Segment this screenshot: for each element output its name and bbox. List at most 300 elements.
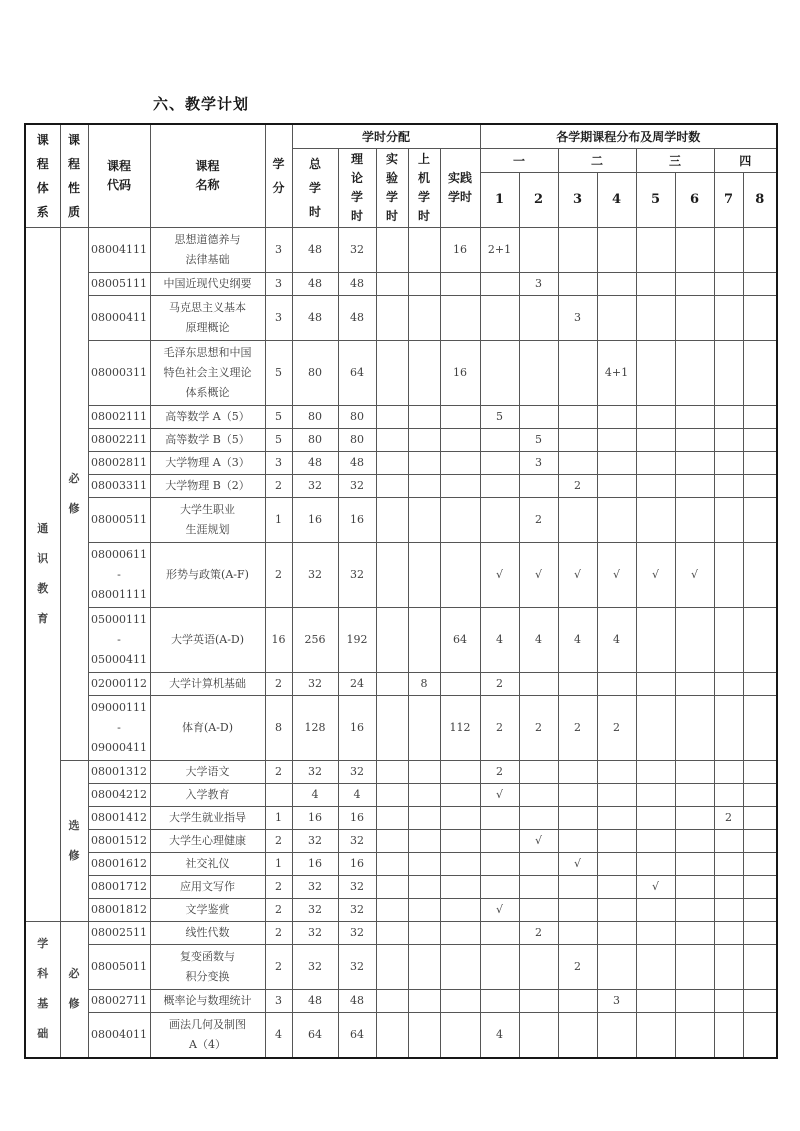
header-computer-hours [408, 148, 440, 227]
total-hours-cell: 32 [292, 760, 338, 783]
semester-hours-cell [743, 474, 777, 497]
semester-hours-cell [480, 474, 519, 497]
semester-hours-cell: 2 [714, 806, 743, 829]
practice-hours-cell [440, 295, 480, 340]
course-name-cell: 中国近现代史纲要 [150, 272, 265, 295]
semester-hours-cell [675, 760, 714, 783]
course-code-cell: 08000311 [88, 340, 150, 405]
semester-hours-cell: 3 [519, 272, 558, 295]
semester-hours-cell [636, 921, 675, 944]
semester-hours-cell [743, 405, 777, 428]
semester-hours-cell [675, 497, 714, 542]
credit-cell: 3 [265, 295, 292, 340]
semester-hours-cell: √ [519, 829, 558, 852]
practice-hours-cell: 16 [440, 227, 480, 272]
header-theory-hours-label: 理论学时 [350, 151, 363, 223]
total-hours-cell: 32 [292, 474, 338, 497]
semester-hours-cell [675, 806, 714, 829]
semester-hours-cell: √ [558, 542, 597, 607]
semester-hours-cell [714, 227, 743, 272]
header-course-system-label: 课程体系 [36, 132, 49, 219]
course-name-cell: 复变函数与 积分变换 [150, 944, 265, 989]
total-hours-cell: 32 [292, 898, 338, 921]
course-code-cell: 08000511 [88, 497, 150, 542]
header-theory-hours [338, 148, 376, 227]
semester-hours-cell [519, 806, 558, 829]
practice-hours-cell: 112 [440, 695, 480, 760]
course-code-cell: 08001312 [88, 760, 150, 783]
practice-hours-cell [440, 451, 480, 474]
theory-hours-cell: 48 [338, 272, 376, 295]
semester-hours-cell [743, 944, 777, 989]
semester-hours-cell [558, 921, 597, 944]
header-course-name [150, 124, 265, 227]
semester-hours-cell [480, 989, 519, 1012]
total-hours-cell: 48 [292, 451, 338, 474]
credit-cell: 5 [265, 340, 292, 405]
semester-hours-cell [636, 405, 675, 428]
theory-hours-cell: 32 [338, 875, 376, 898]
credit-cell: 2 [265, 898, 292, 921]
course-name-cell: 大学语文 [150, 760, 265, 783]
credit-cell: 16 [265, 607, 292, 672]
semester-hours-cell [597, 898, 636, 921]
semester-hours-cell [675, 989, 714, 1012]
theory-hours-cell: 32 [338, 760, 376, 783]
semester-hours-cell [714, 989, 743, 1012]
semester-hours-cell [519, 227, 558, 272]
computer-hours-cell [408, 428, 440, 451]
theory-hours-cell: 32 [338, 474, 376, 497]
experiment-hours-cell [376, 695, 408, 760]
semester-hours-cell [597, 921, 636, 944]
course-code-cell: 08001812 [88, 898, 150, 921]
semester-hours-cell [675, 829, 714, 852]
semester-hours-cell [519, 898, 558, 921]
semester-hours-cell: 2 [519, 921, 558, 944]
course-row [25, 783, 777, 806]
course-name-cell: 大学物理 B（2） [150, 474, 265, 497]
course-nature-cell-label: 必修 [68, 967, 80, 1010]
experiment-hours-cell [376, 760, 408, 783]
course-row [25, 898, 777, 921]
semester-hours-cell [743, 829, 777, 852]
semester-hours-cell: 5 [480, 405, 519, 428]
theory-hours-cell: 64 [338, 1012, 376, 1058]
header-year-3: 三 [636, 148, 714, 172]
semester-hours-cell [480, 428, 519, 451]
semester-hours-cell [743, 898, 777, 921]
semester-hours-cell [743, 607, 777, 672]
course-name-cell: 画法几何及制图 A（4） [150, 1012, 265, 1058]
course-name-cell: 大学生职业 生涯规划 [150, 497, 265, 542]
semester-hours-cell [675, 227, 714, 272]
semester-hours-cell: 4 [480, 1012, 519, 1058]
course-row [25, 272, 777, 295]
course-row [25, 695, 777, 760]
course-code-cell: 08002711 [88, 989, 150, 1012]
semester-hours-cell [714, 852, 743, 875]
semester-hours-cell: √ [480, 783, 519, 806]
semester-hours-cell [636, 227, 675, 272]
course-code-cell: 08002511 [88, 921, 150, 944]
experiment-hours-cell [376, 944, 408, 989]
total-hours-cell: 4 [292, 783, 338, 806]
course-code-cell: 08001612 [88, 852, 150, 875]
semester-hours-cell [597, 272, 636, 295]
semester-hours-cell [636, 852, 675, 875]
semester-hours-cell: √ [480, 542, 519, 607]
header-year-4: 四 [714, 148, 777, 172]
course-system-cell-label: 通识教育 [37, 522, 49, 625]
semester-hours-cell [714, 921, 743, 944]
semester-hours-cell [519, 989, 558, 1012]
credit-cell: 5 [265, 428, 292, 451]
semester-hours-cell [480, 451, 519, 474]
experiment-hours-cell [376, 474, 408, 497]
semester-hours-cell [714, 295, 743, 340]
theory-hours-cell: 48 [338, 989, 376, 1012]
semester-hours-cell [743, 451, 777, 474]
semester-hours-cell [597, 474, 636, 497]
header-semester-4: 4 [597, 172, 636, 227]
total-hours-cell: 48 [292, 272, 338, 295]
course-row [25, 989, 777, 1012]
theory-hours-cell: 24 [338, 672, 376, 695]
course-code-cell: 08004011 [88, 1012, 150, 1058]
semester-hours-cell [480, 806, 519, 829]
course-row [25, 829, 777, 852]
experiment-hours-cell [376, 295, 408, 340]
header-course-nature-label: 课程性质 [67, 132, 80, 219]
theory-hours-cell: 32 [338, 921, 376, 944]
semester-hours-cell [480, 944, 519, 989]
semester-hours-cell [480, 340, 519, 405]
course-row [25, 852, 777, 875]
practice-hours-cell [440, 1012, 480, 1058]
total-hours-cell: 16 [292, 497, 338, 542]
semester-hours-cell [675, 921, 714, 944]
semester-hours-cell [519, 295, 558, 340]
semester-hours-cell [714, 340, 743, 405]
credit-cell: 1 [265, 806, 292, 829]
experiment-hours-cell [376, 989, 408, 1012]
course-name-cell: 高等数学 B（5） [150, 428, 265, 451]
semester-hours-cell [675, 898, 714, 921]
semester-hours-cell: 2 [558, 474, 597, 497]
course-nature-cell [60, 227, 88, 760]
semester-hours-cell [675, 783, 714, 806]
experiment-hours-cell [376, 451, 408, 474]
semester-hours-cell: √ [675, 542, 714, 607]
computer-hours-cell [408, 760, 440, 783]
semester-hours-cell [597, 1012, 636, 1058]
course-code-cell: 08002111 [88, 405, 150, 428]
semester-hours-cell [597, 672, 636, 695]
course-name-cell: 高等数学 A（5） [150, 405, 265, 428]
semester-hours-cell: 4+1 [597, 340, 636, 405]
total-hours-cell: 256 [292, 607, 338, 672]
semester-hours-cell [743, 340, 777, 405]
experiment-hours-cell [376, 829, 408, 852]
credit-cell: 2 [265, 875, 292, 898]
computer-hours-cell [408, 989, 440, 1012]
semester-hours-cell: 2+1 [480, 227, 519, 272]
header-practice-hours [440, 148, 480, 227]
credit-cell: 2 [265, 829, 292, 852]
semester-hours-cell [558, 989, 597, 1012]
total-hours-cell: 80 [292, 428, 338, 451]
course-name-cell: 线性代数 [150, 921, 265, 944]
course-code-cell: 05000111 - 05000411 [88, 607, 150, 672]
course-code-cell: 08000411 [88, 295, 150, 340]
semester-hours-cell [675, 672, 714, 695]
semester-hours-cell [714, 695, 743, 760]
semester-hours-cell [519, 875, 558, 898]
course-code-cell: 08000611 - 08001111 [88, 542, 150, 607]
course-name-cell: 大学计算机基础 [150, 672, 265, 695]
semester-hours-cell: √ [636, 542, 675, 607]
experiment-hours-cell [376, 852, 408, 875]
course-code-cell: 08004111 [88, 227, 150, 272]
semester-hours-cell [597, 852, 636, 875]
computer-hours-cell [408, 1012, 440, 1058]
total-hours-cell: 32 [292, 921, 338, 944]
course-code-cell: 08002211 [88, 428, 150, 451]
practice-hours-cell [440, 272, 480, 295]
course-code-cell: 08005011 [88, 944, 150, 989]
course-code-cell: 08001412 [88, 806, 150, 829]
course-name-cell: 大学物理 A（3） [150, 451, 265, 474]
semester-hours-cell: 2 [519, 497, 558, 542]
header-semester-6: 6 [675, 172, 714, 227]
course-system-cell-label: 学科基础 [37, 937, 49, 1040]
theory-hours-cell: 16 [338, 806, 376, 829]
experiment-hours-cell [376, 340, 408, 405]
semester-hours-cell [636, 272, 675, 295]
semester-hours-cell [743, 875, 777, 898]
course-row [25, 428, 777, 451]
semester-hours-cell: √ [558, 852, 597, 875]
experiment-hours-cell [376, 497, 408, 542]
computer-hours-cell [408, 227, 440, 272]
practice-hours-cell [440, 944, 480, 989]
credit-cell: 2 [265, 921, 292, 944]
semester-hours-cell: 3 [558, 295, 597, 340]
theory-hours-cell: 48 [338, 451, 376, 474]
practice-hours-cell [440, 829, 480, 852]
practice-hours-cell [440, 989, 480, 1012]
theory-hours-cell: 80 [338, 405, 376, 428]
computer-hours-cell [408, 451, 440, 474]
semester-hours-cell [558, 451, 597, 474]
semester-hours-cell [558, 875, 597, 898]
computer-hours-cell: 8 [408, 672, 440, 695]
semester-hours-cell [743, 1012, 777, 1058]
practice-hours-cell: 16 [440, 340, 480, 405]
course-name-cell: 概率论与数理统计 [150, 989, 265, 1012]
semester-hours-cell [519, 405, 558, 428]
header-experiment-hours [376, 148, 408, 227]
credit-cell [265, 783, 292, 806]
course-row [25, 1012, 777, 1058]
theory-hours-cell: 32 [338, 542, 376, 607]
semester-hours-cell: √ [480, 898, 519, 921]
header-semester-8: 8 [743, 172, 777, 227]
header-course-system [25, 124, 60, 227]
semester-hours-cell: 4 [480, 607, 519, 672]
semester-hours-cell [636, 695, 675, 760]
semester-hours-cell [636, 989, 675, 1012]
practice-hours-cell [440, 405, 480, 428]
course-code-cell: 08002811 [88, 451, 150, 474]
experiment-hours-cell [376, 428, 408, 451]
course-name-cell: 大学生心理健康 [150, 829, 265, 852]
course-row [25, 944, 777, 989]
semester-hours-cell [714, 875, 743, 898]
semester-hours-cell [597, 451, 636, 474]
credit-cell: 2 [265, 760, 292, 783]
semester-hours-cell [675, 607, 714, 672]
semester-hours-cell [714, 783, 743, 806]
practice-hours-cell [440, 672, 480, 695]
page-title: 六、教学计划 [153, 95, 250, 113]
theory-hours-cell: 80 [338, 428, 376, 451]
course-name-cell: 大学生就业指导 [150, 806, 265, 829]
course-row [25, 497, 777, 542]
semester-hours-cell [714, 672, 743, 695]
course-code-cell: 09000111 - 09000411 [88, 695, 150, 760]
semester-hours-cell [558, 806, 597, 829]
semester-hours-cell [743, 989, 777, 1012]
semester-hours-cell [714, 451, 743, 474]
semester-hours-cell [558, 672, 597, 695]
semester-hours-cell [558, 272, 597, 295]
theory-hours-cell: 32 [338, 898, 376, 921]
header-year-2: 二 [558, 148, 636, 172]
course-row [25, 806, 777, 829]
semester-hours-cell [675, 1012, 714, 1058]
semester-hours-cell: 4 [558, 607, 597, 672]
total-hours-cell: 80 [292, 405, 338, 428]
header-row-1 [25, 124, 777, 148]
semester-hours-cell [636, 829, 675, 852]
computer-hours-cell [408, 474, 440, 497]
practice-hours-cell [440, 760, 480, 783]
credit-cell: 4 [265, 1012, 292, 1058]
table-header [25, 124, 777, 227]
semester-hours-cell [597, 497, 636, 542]
semester-hours-cell [675, 340, 714, 405]
experiment-hours-cell [376, 542, 408, 607]
semester-hours-cell [597, 875, 636, 898]
course-name-cell: 毛泽东思想和中国 特色社会主义理论 体系概论 [150, 340, 265, 405]
computer-hours-cell [408, 829, 440, 852]
computer-hours-cell [408, 875, 440, 898]
semester-hours-cell [636, 428, 675, 451]
semester-hours-cell [597, 295, 636, 340]
semester-hours-cell [743, 695, 777, 760]
credit-cell: 2 [265, 474, 292, 497]
credit-cell: 3 [265, 272, 292, 295]
semester-hours-cell [714, 760, 743, 783]
header-total-hours [292, 148, 338, 227]
credit-cell: 2 [265, 542, 292, 607]
practice-hours-cell [440, 497, 480, 542]
total-hours-cell: 48 [292, 295, 338, 340]
header-semester-2: 2 [519, 172, 558, 227]
total-hours-cell: 32 [292, 875, 338, 898]
semester-hours-cell [714, 428, 743, 451]
experiment-hours-cell [376, 227, 408, 272]
credit-cell: 1 [265, 852, 292, 875]
semester-hours-cell [558, 405, 597, 428]
header-experiment-hours-label: 实验学时 [385, 151, 398, 223]
semester-hours-cell [714, 474, 743, 497]
semester-hours-cell [519, 852, 558, 875]
semester-hours-cell [519, 340, 558, 405]
semester-hours-cell [636, 295, 675, 340]
semester-hours-cell [675, 875, 714, 898]
course-row [25, 875, 777, 898]
semester-hours-cell [558, 829, 597, 852]
semester-hours-cell [714, 542, 743, 607]
semester-hours-cell [636, 1012, 675, 1058]
computer-hours-cell [408, 695, 440, 760]
course-code-cell: 08005111 [88, 272, 150, 295]
practice-hours-cell [440, 921, 480, 944]
semester-hours-cell: 3 [519, 451, 558, 474]
semester-hours-cell [597, 405, 636, 428]
practice-hours-cell: 64 [440, 607, 480, 672]
computer-hours-cell [408, 497, 440, 542]
course-row [25, 921, 777, 944]
theory-hours-cell: 4 [338, 783, 376, 806]
semester-hours-cell [636, 944, 675, 989]
semester-hours-cell [597, 944, 636, 989]
computer-hours-cell [408, 272, 440, 295]
semester-hours-cell [636, 451, 675, 474]
computer-hours-cell [408, 607, 440, 672]
header-semester-5: 5 [636, 172, 675, 227]
course-row [25, 227, 777, 272]
semester-hours-cell [714, 829, 743, 852]
credit-cell: 3 [265, 227, 292, 272]
semester-hours-cell [743, 783, 777, 806]
semester-hours-cell [480, 497, 519, 542]
experiment-hours-cell [376, 783, 408, 806]
computer-hours-cell [408, 783, 440, 806]
semester-hours-cell: √ [597, 542, 636, 607]
credit-cell: 2 [265, 672, 292, 695]
header-course-code [88, 124, 150, 227]
header-semester-group: 各学期课程分布及周学时数 [480, 124, 777, 148]
header-hours-group: 学时分配 [292, 124, 480, 148]
course-nature-cell [60, 921, 88, 1058]
header-credits-label: 学分 [272, 156, 285, 195]
semester-hours-cell [675, 405, 714, 428]
total-hours-cell: 32 [292, 542, 338, 607]
semester-hours-cell [636, 340, 675, 405]
experiment-hours-cell [376, 607, 408, 672]
total-hours-cell: 16 [292, 852, 338, 875]
computer-hours-cell [408, 898, 440, 921]
theory-hours-cell: 16 [338, 695, 376, 760]
semester-hours-cell [714, 405, 743, 428]
course-nature-cell-label: 必修 [68, 471, 80, 515]
total-hours-cell: 80 [292, 340, 338, 405]
theory-hours-cell: 32 [338, 227, 376, 272]
